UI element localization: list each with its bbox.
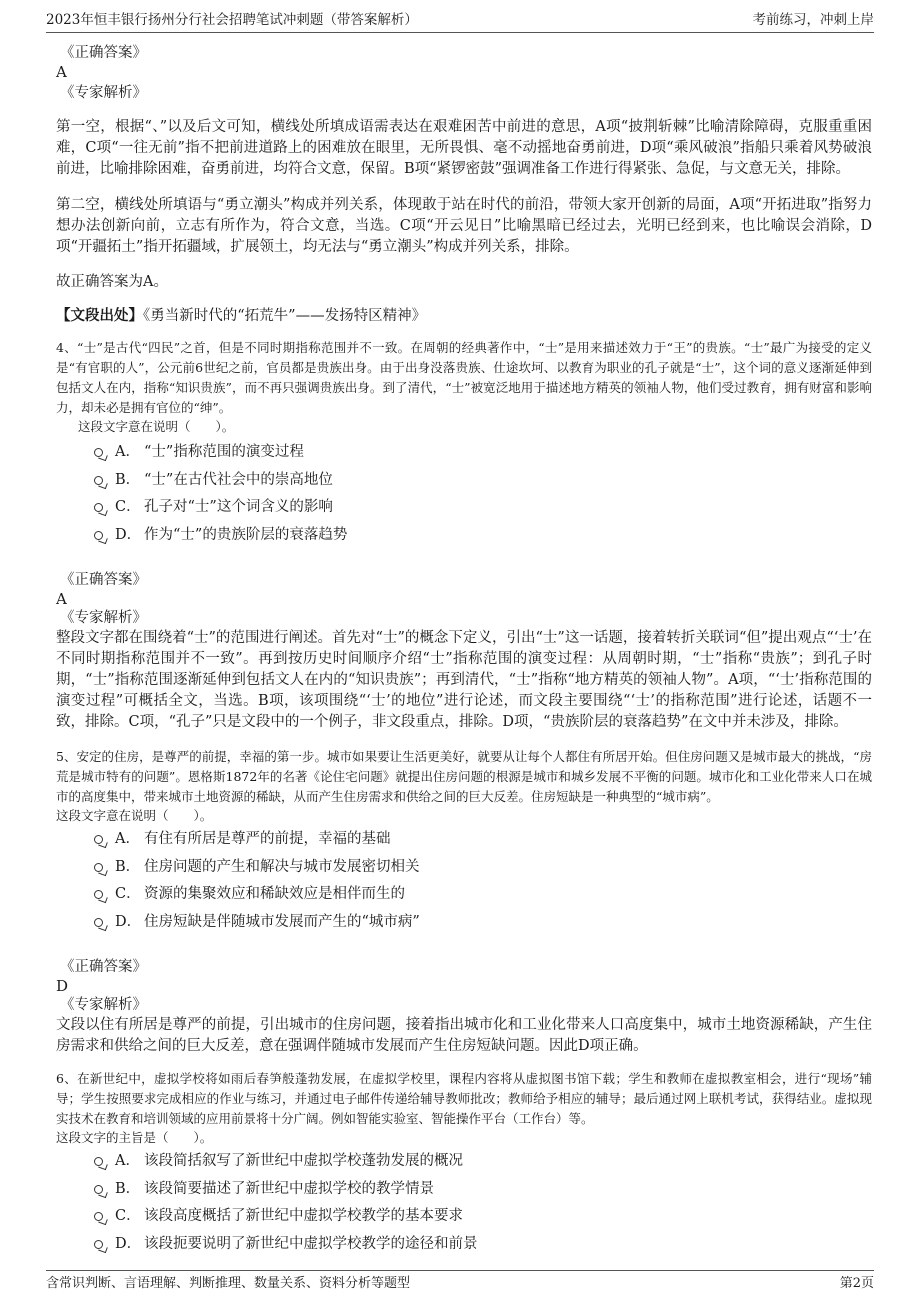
radio-icon[interactable] [94, 835, 103, 844]
option-text: 该段简括叙写了新世纪中虚拟学校蓬勃发展的概况 [144, 1153, 463, 1169]
correct-answer-label: 《正确答案》 [60, 45, 147, 61]
option-d[interactable] [56, 909, 872, 937]
question-text: 5、安定的住房，是尊严的前提，幸福的第一步。城市如果要让生活更美好，就要从让每个人都住有所居开始。但住房问题又是城市最大的挑战，“房荒是城市特有的问题”。恩格斯1872年的名著《论住宅问题》就提出住房问题的根源是城市和城乡发展不平衡的问题。城市化和工业化带来人口在城市的高度集中，带来城市土地资源的稀缺，从而产生住房需求和供给之间的巨大反差。住房短缺是一种典型的“城市病”。 [56, 749, 872, 804]
radio-icon[interactable] [94, 1212, 103, 1221]
option-letter: C． [115, 499, 141, 515]
analysis-paragraph: 整段文字都在围绕着“士”的范围进行阐述。首先对“士”的概念下定义，引出“士”这一话题，接着转折关联词“但”提出观点“‘士’在不同时期指称范围并不一致”。再到按历史时间顺序介绍“士”指称范围的演变过程：从周朝时期，“士”指称“贵族”；到孔子时期，“士”指称范围逐渐延伸到包括文人在内的“知识贵族”；再到清代，“士”指称“地方精英的领袖人物”。A项，“‘士’指称范围的演变过程”可概括全文，当选。B项，该项围绕“‘士’的地位”进行论述，而文段主要围绕“‘士’的指称范围”进行论述，话题不一致，排除。C项，“孔子”只是文段中的一个例子，非文段重点，排除。D项，“贵族阶层的衰落趋势”在文中并未涉及，排除。 [56, 630, 872, 730]
option-d[interactable] [56, 522, 872, 550]
document-title: 2023年恒丰银行扬州分行社会招聘笔试冲刺题（带答案解析） [46, 12, 418, 28]
radio-icon[interactable] [94, 918, 103, 927]
radio-icon[interactable] [94, 890, 103, 899]
option-a[interactable] [56, 439, 872, 467]
option-letter: D． [115, 1235, 142, 1252]
correct-answer-value: A [56, 63, 67, 81]
radio-icon[interactable] [94, 1240, 103, 1249]
analysis-conclusion: 故正确答案为A。 [56, 274, 168, 290]
radio-icon[interactable] [94, 448, 103, 457]
question-prompt: 这段文字的主旨是（ ）。 [56, 1130, 213, 1145]
radio-icon[interactable] [94, 1185, 103, 1194]
page-header [46, 8, 874, 33]
source-title: 《勇当新时代的“拓荒牛”——发扬特区精神》 [143, 308, 427, 324]
header-slogan: 考前练习，冲刺上岸 [752, 12, 874, 28]
correct-answer-label: 《正确答案》 [60, 572, 147, 588]
option-text: 住房短缺是伴随城市发展而产生的“城市病” [144, 913, 420, 930]
option-a[interactable] [56, 1148, 872, 1176]
option-letter: B． [115, 471, 141, 488]
analysis-paragraph: 第一空，根据“、”以及后文可知，横线处所填成语需表达在艰难困苦中前进的意思，A项“披荆斩棘”比喻清除障碍，克服重重困难，C项“一往无前”指不把前进道路上的困难放在眼里，无所畏惧、毫不动摇地奋勇前进，D项“乘风破浪”指船只乘着风势破浪前进，比喻排除困难，奋勇前进，均符合文意，保留。B项“紧锣密鼓”强调准备工作进行得紧张、急促，与文意无关，排除。 [56, 119, 872, 177]
option-letter: D． [115, 526, 142, 543]
option-text: 有住有所居是尊严的前提，幸福的基础 [144, 831, 391, 847]
option-text: 住房问题的产生和解决与城市发展密切相关 [144, 858, 420, 875]
option-text: 该段高度概括了新世纪中虚拟学校教学的基本要求 [144, 1208, 463, 1224]
option-text: “士”在古代社会中的崇高地位 [144, 471, 333, 488]
option-letter: B． [115, 1180, 141, 1197]
option-c[interactable] [56, 1203, 872, 1231]
question-prompt: 这段文字意在说明（ ）。 [56, 808, 213, 823]
options-list [56, 1148, 872, 1258]
option-letter: C． [115, 886, 141, 902]
option-b[interactable] [56, 467, 872, 495]
source-tag: 【文段出处】 [56, 307, 143, 324]
option-a[interactable] [56, 826, 872, 854]
correct-answer-value: A [56, 590, 67, 608]
expert-analysis-label: 《专家解析》 [60, 997, 147, 1013]
radio-icon[interactable] [94, 503, 103, 512]
option-letter: D． [115, 913, 142, 930]
option-c[interactable] [56, 881, 872, 909]
source-citation [56, 306, 872, 326]
question-prompt: 这段文字意在说明（ ）。 [78, 419, 235, 434]
option-text: “士”指称范围的演变过程 [144, 444, 304, 460]
option-b[interactable] [56, 854, 872, 882]
expert-analysis-label: 《专家解析》 [60, 85, 147, 101]
option-text: 该段简要描述了新世纪中虚拟学校的教学情景 [144, 1180, 434, 1197]
option-letter: C． [115, 1208, 141, 1224]
options-list [56, 439, 872, 549]
footer-subjects: 含常识判断、言语理解、判断推理、数量关系、资料分析等题型 [46, 1276, 411, 1291]
analysis-paragraph: 文段以住有所居是尊严的前提，引出城市的住房问题，接着指出城市化和工业化带来人口高度集中，城市土地资源稀缺，产生住房需求和供给之间的巨大反差，意在强调伴随城市发展而产生住房短缺问题。因此D项正确。 [56, 1017, 872, 1054]
document-body [56, 44, 872, 1258]
analysis-paragraph: 第二空，横线处所填语与“勇立潮头”构成并列关系，体现敢于站在时代的前沿，带领大家开创新的局面，A项“开拓进取”指努力想办法创新向前，立志有所作为，符合文意，当选。C项“开云见日”比喻黑暗已经过去，光明已经到来，也比喻误会消除，D项“开疆拓土”指开拓疆域，扩展领土，均无法与“勇立潮头”构成并列关系，排除。 [56, 197, 872, 255]
question-text: 6、在新世纪中，虚拟学校将如雨后春笋般蓬勃发展，在虚拟学校里，课程内容将从虚拟图书馆下载；学生和教师在虚拟教室相会，进行“现场”辅导；学生按照要求完成相应的作业与练习，并通过电子邮件传递给辅导教师批改；教师给予相应的辅导；最后通过网上联机考试，获得结业。虚拟现实技术在教育和培训领域的应用前景将十分广阔。例如智能实验室、智能操作平台（工作台）等。 [56, 1071, 872, 1126]
question-text: 4、“士”是古代“四民”之首，但是不同时期指称范围并不一致。在周朝的经典著作中，“士”是用来描述效力于“王”的贵族。“士”最广为接受的定义是“有官职的人”，公元前6世纪之前，官员都是贵族出身。由于出身没落贵族、仕途坎坷、以教育为职业的孔子就是“士”，这个词的意义逐渐延伸到包括文人在内，指称“知识贵族”，而不再只强调贵族出身。到了清代，“士”被宽泛地用于描述地方精英的领袖人物，他们受过教育，拥有财富和影响力，却未必是拥有官位的“绅”。 [56, 340, 872, 415]
radio-icon[interactable] [94, 1157, 103, 1166]
options-list [56, 826, 872, 936]
option-letter: A． [115, 444, 140, 460]
expert-analysis-label: 《专家解析》 [60, 610, 147, 626]
option-text: 作为“士”的贵族阶层的衰落趋势 [144, 526, 348, 543]
option-c[interactable] [56, 494, 872, 522]
correct-answer-label: 《正确答案》 [60, 959, 147, 975]
option-letter: A． [115, 1153, 140, 1169]
page-number: 第2页 [839, 1276, 874, 1291]
radio-icon[interactable] [94, 531, 103, 540]
option-letter: A． [115, 831, 140, 847]
radio-icon[interactable] [94, 476, 103, 485]
option-b[interactable] [56, 1176, 872, 1204]
option-d[interactable] [56, 1231, 872, 1259]
option-text: 资源的集聚效应和稀缺效应是相伴而生的 [144, 886, 405, 902]
option-letter: B． [115, 858, 141, 875]
option-text: 孔子对“士”这个词含义的影响 [144, 499, 333, 515]
radio-icon[interactable] [94, 863, 103, 872]
correct-answer-value: D [56, 977, 69, 995]
option-text: 该段扼要说明了新世纪中虚拟学校教学的途径和前景 [144, 1235, 478, 1252]
page-footer [46, 1270, 874, 1295]
